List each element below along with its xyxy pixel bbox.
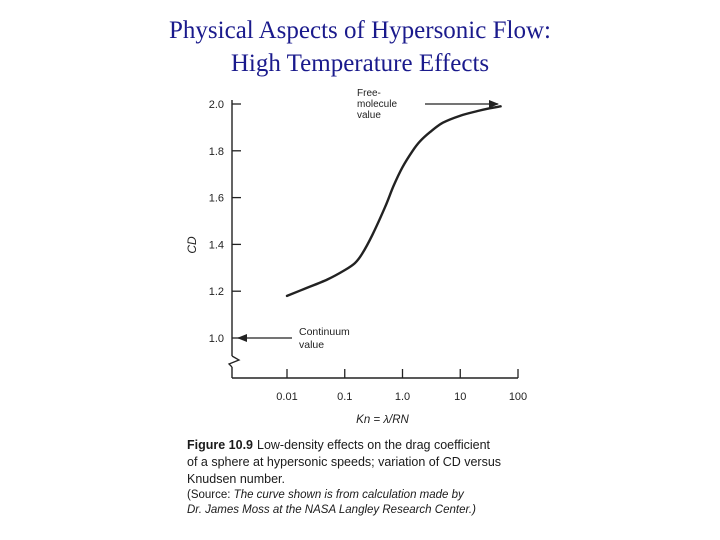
x-axis-label: Kn = λ/RN xyxy=(356,414,409,426)
caption-source-text-1: The curve shown is from calculation made by xyxy=(233,489,464,501)
x-tick-label-1: 0.1 xyxy=(337,391,353,403)
free-molecule-label-line-2: value xyxy=(357,110,381,121)
x-tick-label-3: 10 xyxy=(454,391,467,403)
free-molecule-label-line-1: molecule xyxy=(357,99,398,110)
y-axis-break xyxy=(229,356,239,367)
y-tick-label-3: 1.6 xyxy=(208,192,224,205)
slide-title-line-2: High Temperature Effects xyxy=(230,50,490,77)
y-tick-label-2: 1.4 xyxy=(208,239,224,252)
slide-title-line-1: Physical Aspects of Hypersonic Flow: xyxy=(169,17,551,44)
y-tick-label-4: 1.8 xyxy=(208,145,224,158)
caption-source-text-2: Dr. James Moss at the NASA Langley Research Center.) xyxy=(187,504,476,516)
x-tick-label-4: 100 xyxy=(508,391,528,403)
caption-line-1: Low-density effects on the drag coefficient xyxy=(257,438,491,452)
figure-caption xyxy=(187,437,567,518)
y-axis-label: CD xyxy=(185,236,199,254)
caption-line-3: Knudsen number. xyxy=(187,472,285,486)
free-molecule-label-line-0: Free- xyxy=(357,88,381,99)
continuum-label-line-1: value xyxy=(299,339,325,351)
x-tick-label-2: 1.0 xyxy=(394,391,411,403)
continuum-label-line-0: Continuum xyxy=(299,326,350,338)
caption-source-label: (Source: xyxy=(187,489,231,501)
caption-line-2: of a sphere at hypersonic speeds; variation of CD versus xyxy=(187,455,502,469)
y-tick-label-1: 1.2 xyxy=(208,286,224,299)
cd-curve xyxy=(287,106,501,296)
y-tick-label-0: 1.0 xyxy=(208,333,224,345)
y-tick-label-5: 2.0 xyxy=(208,99,224,111)
figure-label: Figure 10.9 xyxy=(187,438,253,452)
x-tick-label-0: 0.01 xyxy=(276,391,298,403)
